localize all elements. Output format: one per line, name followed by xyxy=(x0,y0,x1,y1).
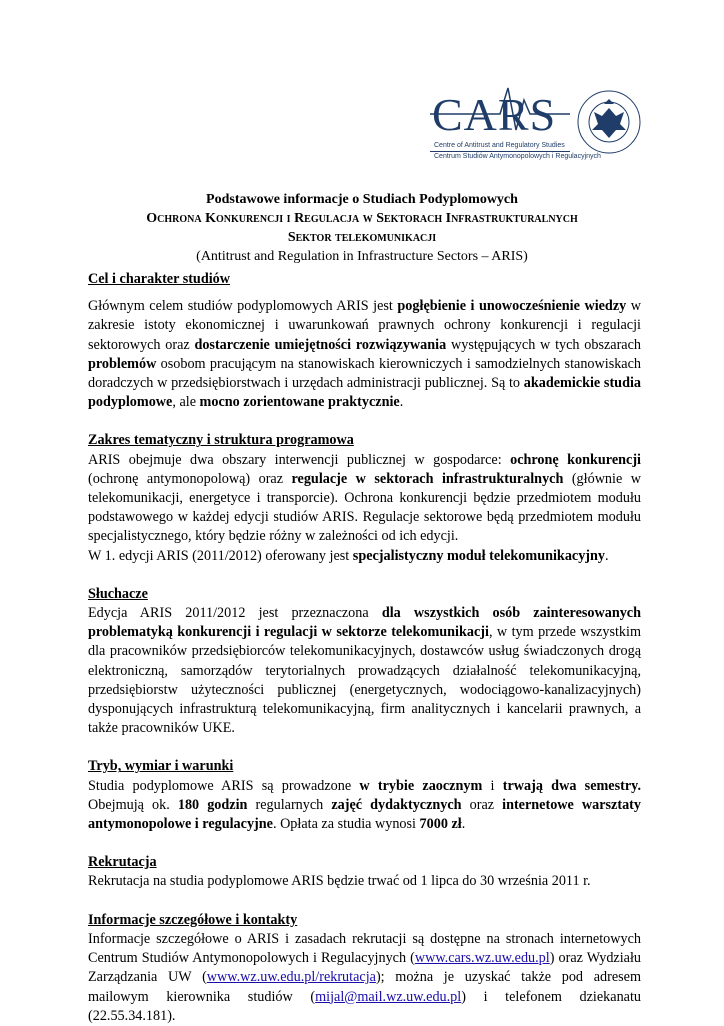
wz-recruitment-link[interactable]: www.wz.uw.edu.pl/rekrutacja xyxy=(206,969,376,986)
section-text-rekrutacja: Rekrutacja na studia podyplomowe ARIS będzie trwać od 1 lipca do 30 września 2011 r. xyxy=(88,873,591,890)
university-emblem-icon xyxy=(576,82,642,158)
title-line-4: (Antitrust and Regulation in Infrastructure Sectors – ARIS) xyxy=(196,249,528,264)
logo-divider xyxy=(430,151,570,152)
cars-logo xyxy=(430,80,645,170)
section-heading-sluchacze: Słuchacze xyxy=(88,585,148,602)
section-text-sluchacze: Edycja ARIS 2011/2012 jest przeznaczona dla wszystkich osób zainteresowanych problematyką konkurencji i regulacji w sektorze telekomunikacji, w tym przede wszystkim dla pracowników przedsiębiorców telekomunikacyjnych, dostawców usług świadczonych drogą elektroniczną, samorządów terytorialnych prowadzących działalność telekomunikacyjną, przedsiębiorstw użyteczności publicznej (energetycznych, wodociągowo-kanalizacyjnych) dysponujących infrastrukturą telekomunikacyjną, firm analitycznych i kancelarii prawnych, a także pracowników UKE. xyxy=(88,605,642,737)
section-heading-zakres: Zakres tematyczny i struktura programowa xyxy=(88,432,354,449)
title-line-2: Ochrona Konkurencji i Regulacja w Sektorach Infrastrukturalnych xyxy=(146,211,578,226)
logo-subtitle-pl: Centrum Studiów Antymonopolowych i Regulacyjnych xyxy=(434,153,601,160)
section-heading-tryb: Tryb, wymiar i warunki xyxy=(88,758,234,775)
logo-acronym: CARS xyxy=(432,89,557,140)
section-heading-cel: Cel i charakter studiów xyxy=(88,271,230,287)
section-text-zakres-edition: W 1. edycji ARIS (2011/2012) oferowany jest specjalistyczny moduł telekomunikacyjny. xyxy=(88,547,609,564)
document-body xyxy=(88,270,641,1026)
email-link[interactable]: mijal@mail.wz.uw.edu.pl xyxy=(315,988,462,1005)
section-heading-kontakty: Informacje szczegółowe i kontakty xyxy=(88,911,298,928)
logo-subtitle-en: Centre of Antitrust and Regulatory Studies xyxy=(434,142,565,149)
section-text-kontakty: Informacje szczegółowe o ARIS i zasadach rekrutacji są dostępne na stronach internetowych Centrum Studiów Antymonopolowych i Regulacyjnych (www.cars.wz.uw.edu.pl) oraz Wydziału Zarządzania UW (www.wz.uw.edu.pl/rekrutacja); można je uzyskać także pod adresem mailowym kierownika studiów (mijal@mail.wz.uw.edu.pl) i telefonem dziekanatu (22.55.34.181). xyxy=(88,930,641,1024)
section-text-zakres: ARIS obejmuje dwa obszary interwencji publicznej w gospodarce: ochronę konkurencji (ochronę antymonopolową) oraz regulacje w sektorach infrastrukturalnych (głównie w telekomunikacji, energetyce i transporcie). Ochrona konkurencji będzie przedmiotem modułu podstawowego w każdej edycji studiów ARIS. Regulacje sektorowe będą przedmiotem modułu specjalistycznego, który będzie różny w zależności od ich edycji. xyxy=(88,451,642,545)
section-text-tryb: Studia podyplomowe ARIS są prowadzone w trybie zaocznym i trwają dwa semestry. Obejmują ok. 180 godzin regularnych zajęć dydaktycznych oraz internetowe warsztaty antymonopolowe i regulacyjne. Opłata za studia wynosi 7000 zł. xyxy=(88,777,642,833)
section-text-cel: Głównym celem studiów podyplomowych ARIS jest pogłębienie i unowocześnienie wiedzy w zakresie istoty ekonomicznej i uwarunkowań prawnych ochrony konkurencji i regulacji sektorowych oraz dostarczenie umiejętności rozwiązywania występujących w tych obszarach problemów osobom pracującym na stanowiskach kierowniczych i samodzielnych stanowiskach doradczych w przedsiębiorstwach i urzędach administracji publicznej. Są to akademickie studia podyplomowe, ale mocno zorientowane praktycznie. xyxy=(88,298,642,411)
cars-website-link[interactable]: www.cars.wz.uw.edu.pl xyxy=(414,950,550,967)
title-line-1: Podstawowe informacje o Studiach Podyplomowych xyxy=(206,192,518,207)
section-heading-rekrutacja: Rekrutacja xyxy=(88,854,157,871)
document-title xyxy=(60,190,664,266)
title-line-3: Sektor telekomunikacji xyxy=(287,230,437,245)
